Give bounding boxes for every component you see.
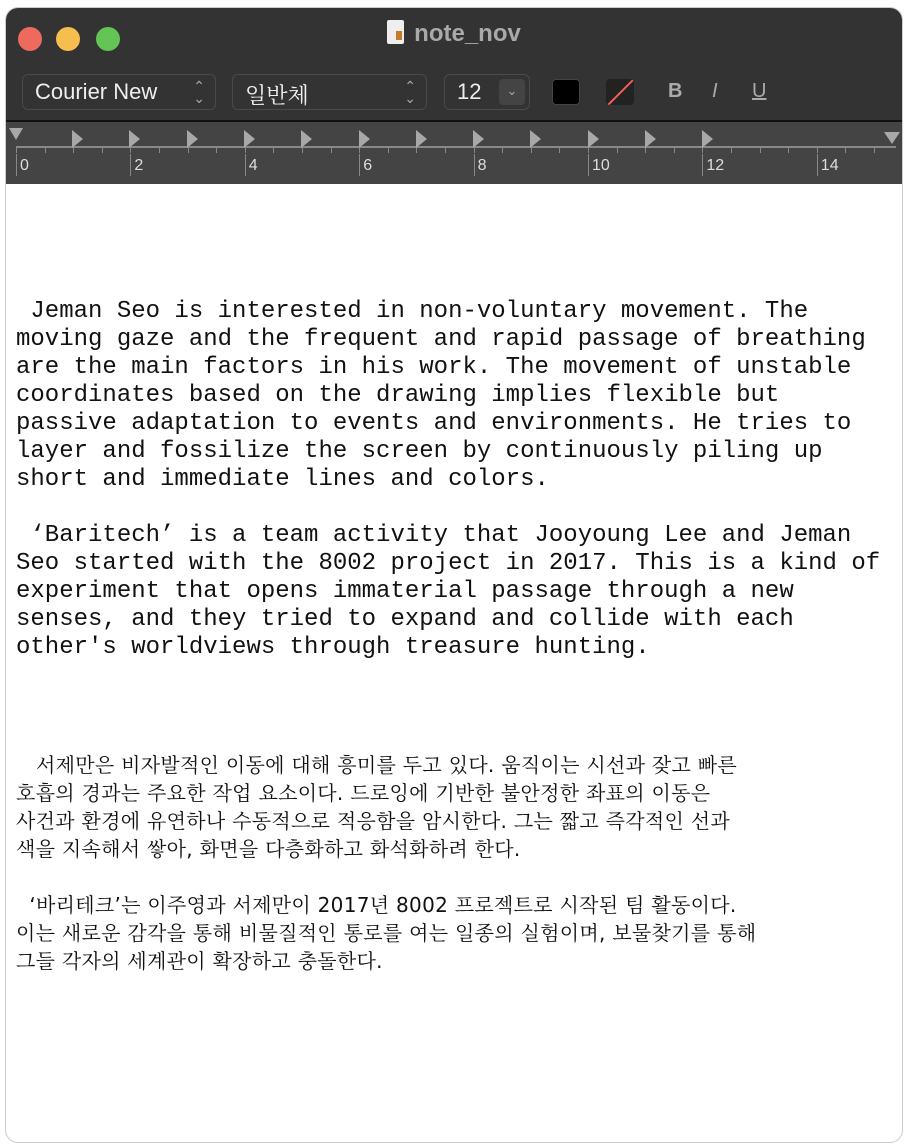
ruler-tick: [130, 148, 131, 153]
ruler-tick: [760, 148, 761, 153]
no-color-slash-icon: [608, 79, 634, 105]
ruler-tick: [845, 148, 846, 153]
font-family-select[interactable]: [22, 74, 216, 110]
paragraph: [16, 751, 756, 863]
tab-stop-marker[interactable]: [588, 130, 599, 148]
text-line: 서제만은 비자발적인 이동에 대해 흥미를 두고 있다. 움직이는 시선과 잦고 빠른: [16, 753, 738, 777]
chevron-down-icon[interactable]: ⌄: [499, 79, 525, 105]
tab-stop-marker[interactable]: [244, 130, 255, 148]
window-title: [6, 20, 902, 48]
ruler-baseline: [16, 146, 896, 148]
text-line: Seo started with the 8002 project in 2017. This is a kind of: [16, 550, 881, 577]
ruler-tick: [874, 148, 875, 153]
ruler-tick: [302, 148, 303, 153]
first-indent-marker[interactable]: [9, 128, 23, 140]
ruler-tick: [588, 148, 589, 153]
text-line: 이는 새로운 감각을 통해 비물질적인 통로를 여는 일종의 실험이며, 보물찾기를 통해: [16, 921, 757, 945]
ruler-tick: [645, 148, 646, 153]
tab-stop-marker[interactable]: [187, 130, 198, 148]
text-line: ‘Baritech’ is a team activity that Jooyoung Lee and Jeman: [16, 522, 852, 549]
text-line: passive adaptation to events and environments. He tries to: [16, 410, 852, 437]
paragraph: [16, 298, 880, 494]
ruler-tick: [788, 148, 789, 153]
font-size-value: 12: [457, 79, 482, 104]
tab-stop-marker[interactable]: [702, 130, 713, 148]
ruler-tick: [331, 148, 332, 153]
ruler-tick: [502, 148, 503, 153]
underline-button[interactable]: U: [752, 80, 767, 102]
ruler-tick: [159, 148, 160, 153]
ruler-label: 2: [130, 154, 143, 176]
font-style-value: 일반체: [245, 83, 309, 108]
ruler-tick: [16, 148, 17, 153]
text-line: experiment that opens immaterial passage through a new: [16, 578, 794, 605]
tab-stop-marker[interactable]: [473, 130, 484, 148]
ruler-tick: [73, 148, 74, 153]
ruler-tick: [416, 148, 417, 153]
ruler-tick: [45, 148, 46, 153]
text-line: ‘바리테크’는 이주영과 서제만이 2017년 8002 프로젝트로 시작된 팀 활동이다.: [16, 893, 737, 917]
ruler-tick: [702, 148, 703, 153]
text-line: Jeman Seo is interested in non-voluntary movement. The: [16, 298, 809, 325]
ruler-tick: [559, 148, 560, 153]
ruler-tick: [359, 148, 360, 153]
text-line: are the main factors in his work. The movement of unstable: [16, 354, 852, 381]
ruler-tick: [445, 148, 446, 153]
ruler-tick: [817, 148, 818, 153]
text-line: moving gaze and the frequent and rapid passage of breathing: [16, 326, 866, 353]
ruler-tick: [531, 148, 532, 153]
ruler-tick: [245, 148, 246, 153]
text-line: 사건과 환경에 유연하나 수동적으로 적응함을 암시한다. 그는 짧고 즉각적인 선과: [16, 809, 731, 833]
ruler-label: 10: [588, 154, 610, 176]
tab-stop-marker[interactable]: [129, 130, 140, 148]
tab-stop-marker[interactable]: [72, 130, 83, 148]
text-line: layer and fossilize the screen by continuously piling up: [16, 438, 823, 465]
updown-chevron-icon: ⌃ ⌄: [404, 78, 416, 106]
text-line: short and immediate lines and colors.: [16, 466, 549, 493]
text-line: coordinates based on the drawing implies flexible but: [16, 382, 780, 409]
tab-stop-marker[interactable]: [530, 130, 541, 148]
font-style-select[interactable]: [232, 74, 427, 110]
ruler-label: 6: [359, 154, 372, 176]
font-size-select[interactable]: [444, 74, 530, 110]
document-icon: [387, 20, 404, 44]
title-text: note_nov: [414, 20, 521, 47]
text-line: 색을 지속해서 쌓아, 화면을 다층화하고 화석화하려 한다.: [16, 837, 521, 861]
background-color-swatch[interactable]: [606, 79, 634, 105]
ruler-label: 0: [16, 154, 29, 176]
text-line: senses, and they tried to expand and collide with each: [16, 606, 794, 633]
paragraph: [16, 522, 880, 662]
ruler-label: 12: [702, 154, 724, 176]
ruler-tick: [674, 148, 675, 153]
ruler-label: 4: [245, 154, 258, 176]
text-color-swatch[interactable]: [552, 79, 580, 105]
ruler-tick: [617, 148, 618, 153]
document-english[interactable]: [16, 298, 880, 690]
ruler-tick: [102, 148, 103, 153]
right-indent-marker[interactable]: [884, 132, 900, 144]
ruler-tick: [273, 148, 274, 153]
tab-stop-marker[interactable]: [416, 130, 427, 148]
ruler-tick: [216, 148, 217, 153]
text-line: 그들 각자의 세계관이 확장하고 충돌한다.: [16, 949, 383, 973]
tab-stop-marker[interactable]: [301, 130, 312, 148]
updown-chevron-icon: ⌃ ⌄: [193, 78, 205, 106]
ruler-tick: [474, 148, 475, 153]
tab-stop-marker[interactable]: [359, 130, 370, 148]
ruler-tick: [188, 148, 189, 153]
document-korean[interactable]: [16, 751, 756, 1003]
ruler-tick: [731, 148, 732, 153]
textedit-window: [6, 8, 902, 1142]
ruler-label: 8: [474, 154, 487, 176]
text-line: other's worldviews through treasure hunting.: [16, 634, 650, 661]
ruler-tick: [388, 148, 389, 153]
paragraph: [16, 891, 756, 975]
ruler[interactable]: [6, 120, 902, 184]
text-line: 호흡의 경과는 주요한 작업 요소이다. 드로잉에 기반한 불안정한 좌표의 이동은: [16, 781, 711, 805]
ruler-label: 14: [817, 154, 839, 176]
tab-stop-marker[interactable]: [645, 130, 656, 148]
bold-button[interactable]: B: [668, 80, 683, 102]
font-family-value: Courier New: [35, 79, 158, 104]
title-bar: [6, 8, 902, 120]
italic-button[interactable]: I: [712, 80, 718, 102]
